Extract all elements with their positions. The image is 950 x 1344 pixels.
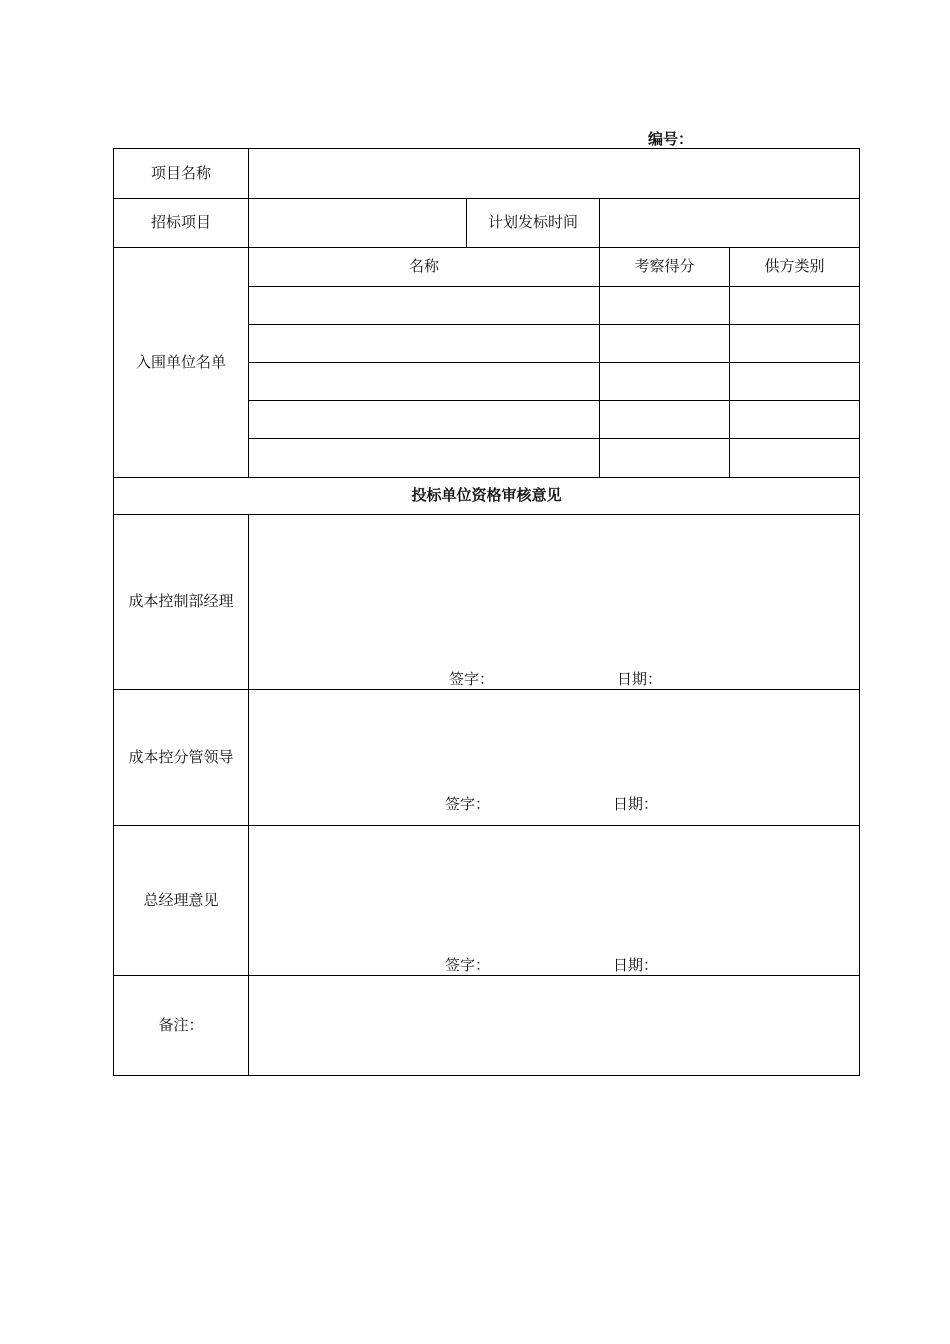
remarks-field[interactable]	[249, 976, 859, 1075]
approval-form-table	[113, 148, 860, 1076]
date-label: 日期：	[617, 670, 663, 688]
column-header-score: 考察得分	[634, 257, 695, 275]
remarks-label: 备注：	[158, 1015, 204, 1034]
row-divider	[248, 400, 859, 401]
column-header-name: 名称	[408, 257, 439, 275]
planned-issue-time-field[interactable]	[600, 198, 859, 247]
cost-control-leader-label: 成本控分管领导	[128, 747, 234, 766]
row-divider	[248, 438, 859, 439]
planned-issue-time-label: 计划发标时间	[487, 213, 578, 231]
tender-item-field[interactable]	[249, 198, 466, 247]
tender-item-label: 招标项目	[150, 213, 211, 231]
general-manager-label: 总经理意见	[143, 890, 219, 909]
signature-label: 签字：	[445, 956, 491, 974]
project-name-field[interactable]	[249, 149, 859, 198]
cost-control-manager-label: 成本控制部经理	[128, 592, 234, 610]
signature-label: 签字：	[449, 670, 495, 688]
signature-label: 签字：	[445, 795, 491, 813]
date-label: 日期：	[613, 956, 659, 974]
serial-number-label: 编号：	[648, 130, 694, 148]
review-section-title: 投标单位资格审核意见	[411, 486, 562, 504]
row-divider	[248, 286, 859, 287]
project-name-label: 项目名称	[150, 164, 211, 182]
shortlist-label: 入围单位名单	[135, 352, 226, 371]
date-label: 日期：	[613, 795, 659, 813]
column-header-supplier-category: 供方类别	[764, 257, 825, 275]
row-divider	[248, 324, 859, 325]
row-divider	[248, 362, 859, 363]
